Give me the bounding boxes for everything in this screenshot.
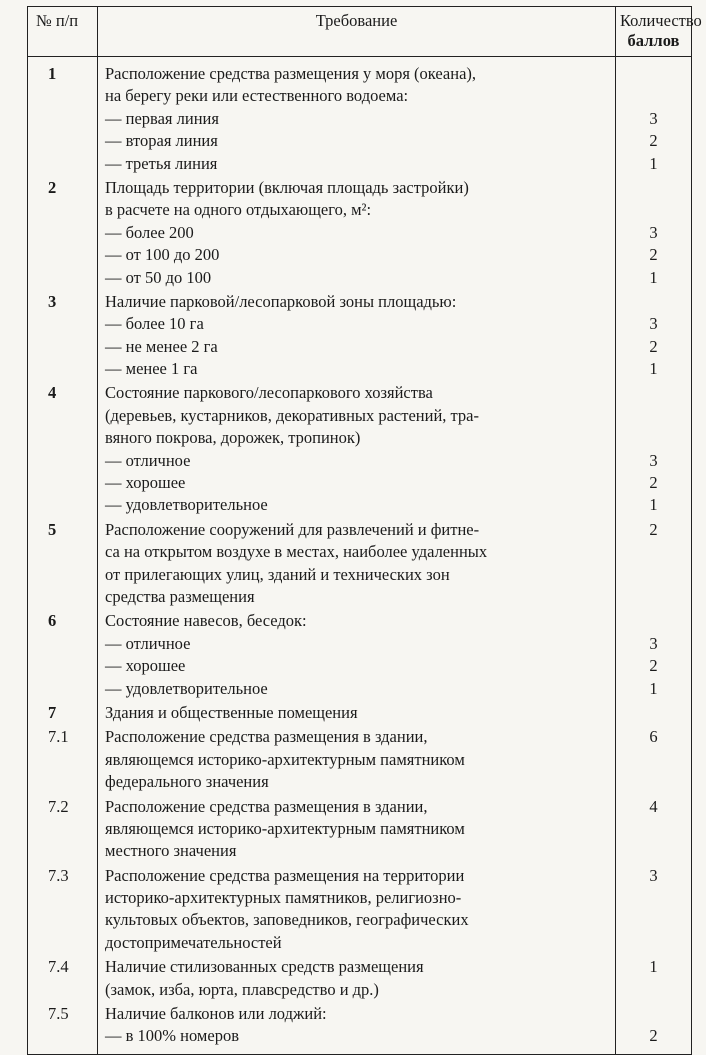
cropped-title-fragment: [150, 0, 570, 5]
points-value: [617, 199, 690, 221]
row-number: 5: [28, 518, 98, 610]
table-row: [28, 864, 692, 956]
table-row: [28, 57, 692, 176]
requirement-line: — хорошее: [105, 473, 186, 493]
row-number: 7.3: [28, 864, 98, 956]
points-value: 2: [649, 245, 658, 265]
row-number: 1: [28, 57, 98, 176]
points-value: [617, 427, 690, 449]
points-cell: [616, 57, 692, 176]
requirement-line: достопримечательностей: [105, 932, 282, 952]
requirement-line: — отличное: [105, 633, 191, 653]
points-cell: [616, 1002, 692, 1054]
requirement-cell: [98, 795, 616, 864]
points-value: 2: [649, 131, 658, 151]
requirement-cell: [98, 725, 616, 794]
requirement-line: — удовлетворительное: [105, 678, 268, 698]
requirement-cell: [98, 381, 616, 517]
requirement-cell: [98, 864, 616, 956]
requirement-line: местного значения: [105, 841, 237, 861]
requirement-line: (замок, изба, юрта, плавсредство и др.): [105, 979, 379, 999]
points-value: 1: [649, 957, 658, 977]
points-cell: [616, 864, 692, 956]
requirement-line: — хорошее: [105, 656, 186, 676]
points-value: 2: [649, 336, 658, 356]
row-number: 2: [28, 176, 98, 290]
points-value: [617, 840, 690, 862]
points-cell: [616, 518, 692, 610]
requirement-line: — вторая линия: [105, 131, 218, 151]
points-value: [617, 1003, 690, 1025]
table-row: [28, 725, 692, 794]
header-points-line2: баллов: [627, 31, 680, 50]
points-value: 1: [649, 678, 658, 698]
requirement-line: культовых объектов, заповедников, географических: [105, 910, 469, 930]
points-value: 2: [649, 1026, 658, 1046]
requirement-line: Состояние паркового/лесопаркового хозяйства: [105, 383, 433, 403]
points-cell: [616, 381, 692, 517]
points-value: [617, 85, 690, 107]
requirement-line: са на открытом воздухе в местах, наиболее удаленных: [105, 542, 488, 562]
requirement-line: Состояние навесов, беседок:: [105, 611, 307, 631]
requirement-cell: [98, 955, 616, 1002]
header-number: № п/п: [28, 7, 98, 57]
points-value: [617, 818, 690, 840]
table-row: [28, 955, 692, 1002]
row-number: 3: [28, 290, 98, 382]
requirement-line: федерального значения: [105, 772, 269, 792]
points-value: [617, 405, 690, 427]
requirement-cell: [98, 1002, 616, 1054]
points-cell: [616, 955, 692, 1002]
requirement-line: Наличие парковой/лесопарковой зоны площадью:: [105, 291, 457, 311]
points-value: [617, 63, 690, 85]
row-number: 6: [28, 609, 98, 701]
points-value: [617, 909, 690, 931]
points-value: 1: [649, 153, 658, 173]
table-row: [28, 1002, 692, 1054]
requirement-cell: [98, 176, 616, 290]
points-value: [617, 979, 690, 1001]
points-cell: [616, 795, 692, 864]
requirement-line: историко-архитектурных памятников, религиозно-: [105, 888, 462, 908]
points-value: [617, 541, 690, 563]
requirement-line: — от 100 до 200: [105, 245, 220, 265]
requirement-cell: [98, 701, 616, 725]
row-number: 7.5: [28, 1002, 98, 1054]
points-value: 2: [649, 473, 658, 493]
row-number: 4: [28, 381, 98, 517]
points-value: 3: [649, 314, 658, 334]
requirement-line: средства размещения: [105, 586, 255, 606]
points-cell: [616, 725, 692, 794]
requirement-cell: [98, 290, 616, 382]
table-row: [28, 518, 692, 610]
requirement-line: от прилегающих улиц, зданий и технических зон: [105, 564, 450, 584]
requirement-line: Расположение средства размещения в здании,: [105, 796, 428, 816]
row-number: 7.1: [28, 725, 98, 794]
points-value: [617, 887, 690, 909]
table-row: [28, 609, 692, 701]
points-value: 6: [649, 727, 658, 747]
requirement-line: — удовлетворительное: [105, 495, 268, 515]
requirement-line: являющемся историко-архитектурным памятником: [105, 749, 465, 769]
requirement-line: — третья линия: [105, 153, 218, 173]
table-row: [28, 701, 692, 725]
requirement-line: Расположение средства размещения в здании,: [105, 727, 428, 747]
table-row: [28, 381, 692, 517]
points-cell: [616, 176, 692, 290]
points-value: 3: [649, 450, 658, 470]
table-header-row: [28, 7, 692, 57]
requirement-line: являющемся историко-архитектурным памятником: [105, 818, 465, 838]
requirements-table: [27, 6, 702, 1055]
points-cell: [616, 701, 692, 725]
points-value: [617, 771, 690, 793]
requirement-line: — менее 1 га: [105, 359, 198, 379]
requirement-line: Расположение средства размещения у моря (океана),: [105, 64, 477, 83]
requirement-line: вяного покрова, дорожек, тропинок): [105, 428, 361, 448]
points-value: [617, 610, 690, 632]
points-value: [617, 932, 690, 954]
header-requirement: Требование: [98, 7, 616, 57]
points-value: 4: [649, 796, 658, 816]
requirement-line: на берегу реки или естественного водоема:: [105, 86, 409, 106]
points-value: 1: [649, 359, 658, 379]
header-points: [616, 7, 702, 57]
requirement-line: — от 50 до 100: [105, 267, 212, 287]
requirement-cell: [98, 518, 616, 610]
points-value: [617, 291, 690, 313]
table-row: [28, 176, 692, 290]
requirement-line: Здания и общественные помещения: [105, 702, 358, 722]
table-row: [28, 795, 692, 864]
requirement-line: в расчете на одного отдыхающего, м²:: [105, 200, 372, 220]
points-cell: [616, 609, 692, 701]
header-points-line1: Количество: [620, 11, 702, 30]
points-value: [617, 702, 690, 724]
requirement-cell: [98, 609, 616, 701]
requirement-line: — отличное: [105, 450, 191, 470]
points-value: 2: [649, 519, 658, 539]
requirement-line: Наличие балконов или лоджий:: [105, 1004, 327, 1024]
requirement-line: — первая линия: [105, 108, 219, 128]
requirement-line: — более 10 га: [105, 314, 204, 334]
row-number: 7.4: [28, 955, 98, 1002]
points-value: 3: [649, 108, 658, 128]
points-value: 3: [649, 865, 658, 885]
points-value: [617, 564, 690, 586]
points-value: 3: [649, 222, 658, 242]
row-number: 7.2: [28, 795, 98, 864]
table-row: [28, 290, 692, 382]
points-value: [617, 749, 690, 771]
row-number: 7: [28, 701, 98, 725]
requirement-cell: [98, 57, 616, 176]
points-value: 2: [649, 656, 658, 676]
requirement-line: Площадь территории (включая площадь застройки): [105, 177, 469, 197]
requirement-line: Наличие стилизованных средств размещения: [105, 957, 424, 977]
points-value: 3: [649, 633, 658, 653]
requirement-line: — не менее 2 га: [105, 336, 218, 356]
points-value: [617, 586, 690, 608]
requirement-line: Расположение средства размещения на территории: [105, 865, 465, 885]
requirement-line: — в 100% номеров: [105, 1026, 239, 1046]
points-cell: [616, 290, 692, 382]
requirement-line: (деревьев, кустарников, декоративных растений, тра-: [105, 405, 480, 425]
points-value: 1: [649, 267, 658, 287]
requirement-line: Расположение сооружений для развлечений и фитне-: [105, 519, 480, 539]
points-value: [617, 382, 690, 404]
points-value: 1: [649, 495, 658, 515]
points-value: [617, 177, 690, 199]
requirement-line: — более 200: [105, 222, 194, 242]
table-body: [28, 57, 692, 1055]
